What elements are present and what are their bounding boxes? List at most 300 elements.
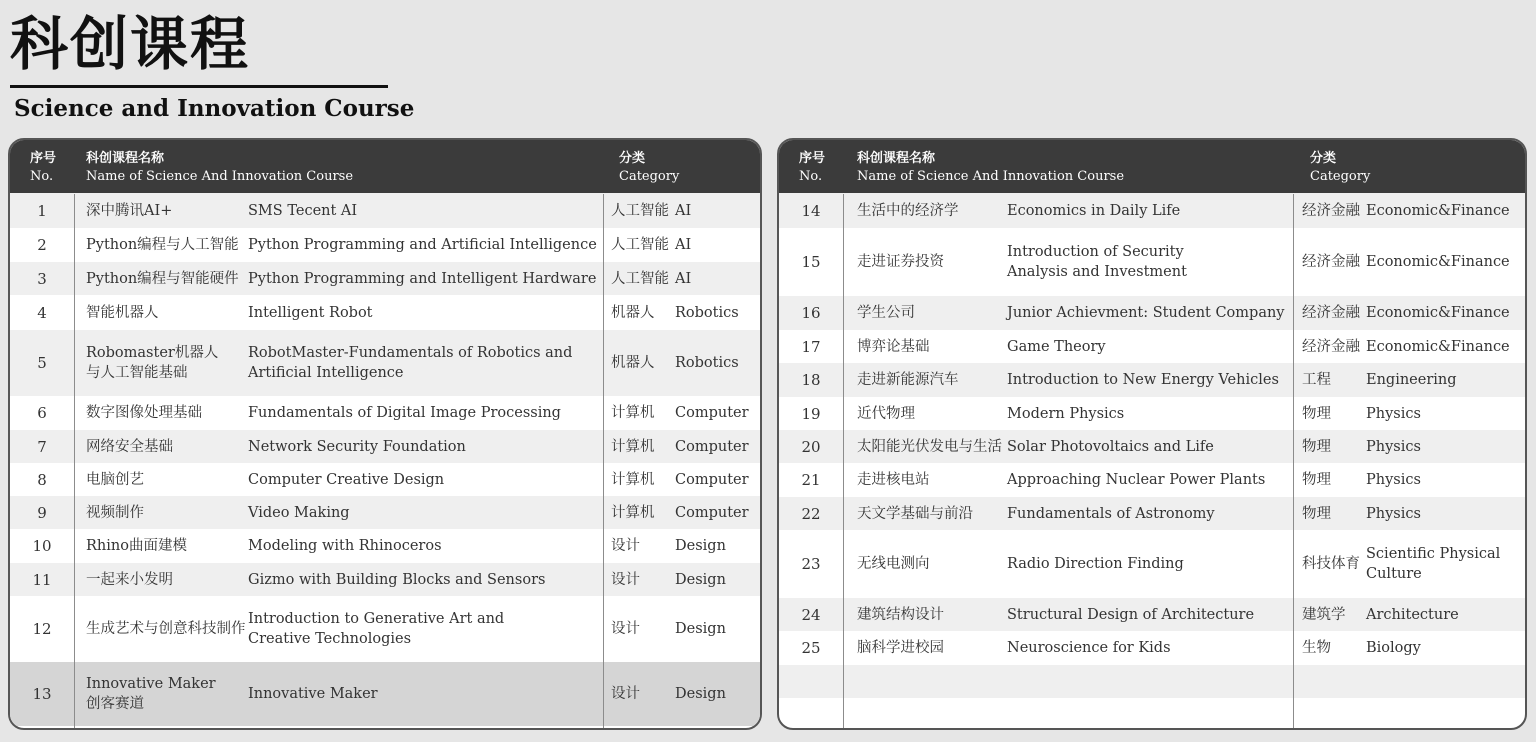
row-number <box>10 228 74 262</box>
course-name-en-text: Structural Design of Architecture <box>1007 606 1255 623</box>
course-name-cn-text: 走进新能源汽车 <box>857 372 959 388</box>
course-name-cn-text: 建筑结构设计 <box>857 606 944 623</box>
course-name-cn-text: Rhino曲面建模 <box>86 538 187 554</box>
header-course-name-cn: 科创课程名称 <box>857 151 936 166</box>
row-number <box>10 295 74 330</box>
category-en-text: Computer <box>675 438 749 455</box>
course-name-cn <box>86 330 246 396</box>
course-name-cn <box>857 598 1007 631</box>
row-number <box>10 430 74 463</box>
course-name-cn <box>86 596 246 662</box>
course-name-en-text: Radio Direction Finding <box>1007 556 1184 572</box>
table-row <box>10 496 760 529</box>
category-cn-text: 经济金融 <box>1302 202 1360 219</box>
course-table-left <box>8 138 762 730</box>
course-name-en-text: Solar Photovoltaics and Life <box>1007 438 1214 455</box>
table-header <box>10 140 760 194</box>
course-name-cn <box>86 496 246 529</box>
category-en <box>675 463 759 496</box>
category-cn <box>611 193 673 228</box>
header-category <box>619 150 679 186</box>
course-name-cn <box>857 397 1007 430</box>
row-number <box>10 463 74 496</box>
course-name-en <box>248 496 604 529</box>
category-cn <box>611 596 673 662</box>
row-number-text: 14 <box>801 201 821 220</box>
course-name-en-text: Introduction of Security Analysis and Investment <box>1007 244 1187 280</box>
category-cn <box>611 563 673 596</box>
row-number-text: 8 <box>37 470 47 489</box>
category-en-text: Computer <box>675 405 749 421</box>
row-number <box>779 397 843 430</box>
category-en <box>675 295 759 330</box>
course-name-cn <box>86 430 246 463</box>
category-cn <box>611 496 673 529</box>
course-name-cn <box>857 497 1007 530</box>
category-cn-text: 机器人 <box>611 355 655 371</box>
course-name-cn <box>86 396 246 430</box>
course-name-cn-text: 一起来小发明 <box>86 571 173 588</box>
row-number <box>10 193 74 228</box>
course-name-en-text: Modern Physics <box>1007 405 1125 422</box>
table-row <box>779 296 1525 330</box>
table-row <box>10 430 760 463</box>
row-number-text: 15 <box>801 253 821 271</box>
course-name-en-text: Gizmo with Building Blocks and Sensors <box>248 571 546 588</box>
header-category-cn: 分类 <box>619 151 646 166</box>
category-en <box>1366 430 1521 463</box>
category-en <box>1366 228 1521 296</box>
category-cn <box>1302 497 1366 530</box>
category-cn-text: 经济金融 <box>1302 254 1360 270</box>
course-name-cn-text: 生活中的经济学 <box>857 202 959 219</box>
table-row <box>779 497 1525 530</box>
row-number-text: 25 <box>801 639 821 657</box>
row-number-text: 22 <box>801 504 821 523</box>
category-en-text: Design <box>675 538 726 554</box>
category-en <box>1366 397 1521 430</box>
row-number-text: 4 <box>37 303 47 322</box>
course-name-cn-text: 视频制作 <box>86 504 144 521</box>
course-name-en <box>1007 497 1297 530</box>
course-name-cn <box>86 529 246 563</box>
category-en-text: Physics <box>1366 405 1421 422</box>
table-row <box>779 598 1525 631</box>
category-en <box>675 563 759 596</box>
category-cn <box>1302 430 1366 463</box>
header-no-en: No. <box>30 169 54 184</box>
category-en <box>1366 598 1521 631</box>
table-row <box>10 662 760 726</box>
row-number-text: 7 <box>37 437 47 456</box>
category-en <box>675 662 759 726</box>
row-number-text: 6 <box>37 404 47 422</box>
category-en-text: AI <box>675 202 692 219</box>
category-en <box>1366 330 1521 363</box>
row-number-text: 11 <box>32 570 52 589</box>
course-name-cn-text: 无线电测向 <box>857 556 930 572</box>
category-en <box>1366 497 1521 530</box>
course-name-en-text: Innovative Maker <box>248 686 378 702</box>
page-title-cn: 科创课程 <box>10 10 251 78</box>
course-name-cn-text: 数字图像处理基础 <box>86 405 202 421</box>
table-row <box>10 228 760 262</box>
course-name-cn-text: 走进证券投资 <box>857 254 944 270</box>
category-en-text: Robotics <box>675 304 739 321</box>
header-no <box>799 150 825 186</box>
page-title-en: Science and Innovation Course <box>14 95 415 122</box>
course-name-cn-text: 学生公司 <box>857 305 915 321</box>
header-category <box>1310 150 1370 186</box>
course-name-cn <box>86 463 246 496</box>
course-name-en <box>1007 631 1297 665</box>
course-name-en-text: Intelligent Robot <box>248 304 373 321</box>
title-divider <box>10 85 388 88</box>
row-number <box>779 430 843 463</box>
category-cn <box>1302 330 1366 363</box>
row-number <box>10 496 74 529</box>
category-cn-text: 计算机 <box>611 438 655 455</box>
category-cn <box>1302 228 1366 296</box>
course-name-en <box>248 330 604 396</box>
column-divider <box>843 194 844 728</box>
category-cn-text: 经济金融 <box>1302 305 1360 321</box>
row-number <box>779 363 843 397</box>
category-en-text: Computer <box>675 504 749 521</box>
row-number <box>10 396 74 430</box>
category-cn <box>611 330 673 396</box>
table-row <box>779 631 1525 665</box>
course-name-cn <box>86 295 246 330</box>
row-number <box>10 330 74 396</box>
category-cn-text: 人工智能 <box>611 237 669 253</box>
row-number <box>779 598 843 631</box>
header-no-cn: 序号 <box>799 151 826 166</box>
row-number <box>10 262 74 295</box>
course-name-en <box>248 662 604 726</box>
table-row <box>10 529 760 563</box>
course-name-en-text: Neuroscience for Kids <box>1007 640 1171 656</box>
row-number-text: 24 <box>801 605 821 624</box>
category-en-text: Design <box>675 621 726 637</box>
course-name-en-text: Python Programming and Intelligent Hardware <box>248 270 597 287</box>
header-category-en: Category <box>619 169 680 184</box>
course-name-en <box>1007 330 1297 363</box>
category-en-text: Economic&Finance <box>1366 338 1510 355</box>
table-row <box>779 193 1525 228</box>
category-cn <box>1302 397 1366 430</box>
course-name-en-text: Introduction to New Energy Vehicles <box>1007 372 1279 388</box>
course-name-en-text: Junior Achievment: Student Company <box>1007 305 1285 321</box>
category-en-text: Computer <box>675 471 749 488</box>
course-name-en <box>248 563 604 596</box>
column-divider <box>1293 194 1294 728</box>
table-row <box>779 363 1525 397</box>
category-en <box>675 228 759 262</box>
course-name-en-text: Economics in Daily Life <box>1007 202 1181 219</box>
course-name-en-text: Game Theory <box>1007 338 1106 355</box>
header-no-cn: 序号 <box>30 151 57 166</box>
course-name-en <box>1007 530 1297 598</box>
category-cn <box>611 430 673 463</box>
category-cn <box>1302 296 1366 330</box>
category-cn-text: 计算机 <box>611 504 655 521</box>
course-name-cn-text: 电脑创艺 <box>86 471 144 488</box>
course-name-cn-text: 太阳能光伏发电与生活 <box>857 438 1002 455</box>
category-cn <box>611 396 673 430</box>
category-cn-text: 物理 <box>1302 438 1331 455</box>
course-name-en-text: Python Programming and Artificial Intelligence <box>248 237 597 253</box>
row-number <box>10 563 74 596</box>
category-cn <box>611 463 673 496</box>
table-row <box>779 228 1525 296</box>
category-en <box>675 330 759 396</box>
course-name-cn <box>857 296 1007 330</box>
category-en-text: Biology <box>1366 640 1421 656</box>
table-row <box>779 530 1525 598</box>
table-row <box>779 397 1525 430</box>
course-name-cn-text: 博弈论基础 <box>857 338 930 355</box>
category-en-text: Design <box>675 571 726 588</box>
course-name-en <box>248 596 604 662</box>
course-table-right <box>777 138 1527 730</box>
course-name-cn <box>857 463 1007 497</box>
column-divider <box>603 194 604 728</box>
row-number-text: 20 <box>801 437 821 456</box>
category-cn-text: 物理 <box>1302 505 1331 522</box>
category-cn <box>1302 631 1366 665</box>
course-name-cn <box>857 193 1007 228</box>
row-number <box>779 193 843 228</box>
row-number-text: 12 <box>32 620 52 638</box>
category-en <box>675 496 759 529</box>
category-cn <box>611 295 673 330</box>
category-en-text: Physics <box>1366 472 1421 488</box>
header-course-name-cn: 科创课程名称 <box>86 151 165 166</box>
course-name-en-text: Introduction to Generative Art and Creative Technologies <box>248 611 505 647</box>
table-row <box>779 330 1525 363</box>
row-number <box>779 530 843 598</box>
course-name-cn-text: 生成艺术与创意科技制作 <box>86 621 246 637</box>
row-number <box>779 631 843 665</box>
row-number-text: 9 <box>37 503 47 522</box>
course-name-en <box>248 228 604 262</box>
category-en-text: Design <box>675 686 726 702</box>
course-name-en <box>248 295 604 330</box>
category-cn-text: 设计 <box>611 571 640 588</box>
course-name-cn <box>857 530 1007 598</box>
category-cn-text: 机器人 <box>611 304 655 321</box>
row-number <box>10 529 74 563</box>
category-en-text: Physics <box>1366 438 1421 455</box>
course-name-en <box>1007 363 1297 397</box>
course-name-en-text: Fundamentals of Digital Image Processing <box>248 405 561 421</box>
category-cn <box>1302 463 1366 497</box>
course-name-cn-text: Python编程与人工智能 <box>86 237 239 253</box>
course-name-en <box>248 193 604 228</box>
row-number <box>10 662 74 726</box>
row-number-text: 3 <box>37 269 47 288</box>
table-row <box>10 295 760 330</box>
category-en-text: Economic&Finance <box>1366 202 1510 219</box>
course-name-cn <box>86 262 246 295</box>
category-en-text: Economic&Finance <box>1366 305 1510 321</box>
row-number-text: 23 <box>801 555 821 573</box>
row-number-text: 18 <box>801 371 821 389</box>
header-course-name <box>86 150 353 186</box>
course-name-en <box>248 396 604 430</box>
category-cn-text: 人工智能 <box>611 270 669 287</box>
category-en-text: Physics <box>1366 505 1421 522</box>
row-number-text: 5 <box>37 354 47 372</box>
category-en <box>1366 463 1521 497</box>
category-en <box>675 430 759 463</box>
table-row <box>10 330 760 396</box>
category-en <box>675 262 759 295</box>
course-name-cn-text: Innovative Maker 创客赛道 <box>86 676 216 712</box>
category-cn-text: 生物 <box>1302 640 1331 656</box>
row-number <box>779 330 843 363</box>
category-cn-text: 工程 <box>1302 372 1331 388</box>
row-number <box>779 463 843 497</box>
category-en <box>1366 296 1521 330</box>
category-en-text: Engineering <box>1366 372 1457 388</box>
row-number <box>779 296 843 330</box>
category-cn-text: 建筑学 <box>1302 606 1346 623</box>
category-cn-text: 设计 <box>611 621 640 637</box>
course-name-en <box>1007 296 1297 330</box>
course-name-cn <box>86 662 246 726</box>
course-name-en-text: SMS Tecent AI <box>248 202 358 219</box>
category-cn <box>611 662 673 726</box>
table-row <box>779 463 1525 497</box>
course-name-cn-text: 近代物理 <box>857 405 915 422</box>
category-en <box>1366 193 1521 228</box>
course-name-cn <box>857 228 1007 296</box>
category-cn-text: 设计 <box>611 538 640 554</box>
table-row <box>10 463 760 496</box>
course-name-cn-text: 网络安全基础 <box>86 438 173 455</box>
course-name-en-text: Computer Creative Design <box>248 471 445 488</box>
course-name-en <box>1007 463 1297 497</box>
table-header <box>779 140 1525 194</box>
header-no <box>30 150 56 186</box>
course-name-en <box>248 463 604 496</box>
row-number-text: 16 <box>801 304 821 322</box>
course-name-cn-text: Robomaster机器人 与人工智能基础 <box>86 345 219 381</box>
table-row <box>10 262 760 295</box>
category-cn-text: 经济金融 <box>1302 338 1360 355</box>
course-name-cn-text: 深中腾讯AI+ <box>86 202 173 219</box>
course-name-en <box>248 430 604 463</box>
category-en-text: AI <box>675 270 692 287</box>
row-number-text: 17 <box>801 337 821 356</box>
course-name-cn-text: 天文学基础与前沿 <box>857 505 973 522</box>
course-name-cn <box>857 430 1007 463</box>
category-cn-text: 物理 <box>1302 405 1331 422</box>
course-name-en <box>1007 193 1297 228</box>
category-cn <box>611 529 673 563</box>
row-number-text: 2 <box>37 236 47 254</box>
course-name-en-text: Video Making <box>248 504 350 521</box>
category-en <box>675 396 759 430</box>
table-row <box>10 563 760 596</box>
course-name-cn <box>857 363 1007 397</box>
category-cn-text: 计算机 <box>611 405 655 421</box>
table-row <box>10 396 760 430</box>
course-name-en-text: Modeling with Rhinoceros <box>248 538 442 554</box>
category-en <box>1366 530 1521 598</box>
row-number <box>779 228 843 296</box>
header-category-en: Category <box>1310 169 1371 184</box>
category-en <box>675 596 759 662</box>
category-en-text: Robotics <box>675 355 739 371</box>
course-name-en-text: RobotMaster-Fundamentals of Robotics and Artificial Intelligence <box>248 345 573 381</box>
empty-row <box>779 665 1525 698</box>
course-name-cn-text: Python编程与智能硬件 <box>86 270 239 287</box>
category-cn-text: 物理 <box>1302 472 1331 488</box>
category-en <box>675 529 759 563</box>
course-name-en <box>1007 430 1297 463</box>
category-en <box>1366 631 1521 665</box>
course-name-en <box>1007 397 1297 430</box>
header-course-name-en: Name of Science And Innovation Course <box>86 169 354 184</box>
row-number-text: 1 <box>37 201 47 220</box>
category-en-text: Architecture <box>1366 606 1459 623</box>
category-cn-text: 计算机 <box>611 471 655 488</box>
course-name-cn <box>86 193 246 228</box>
category-en-text: AI <box>675 237 692 253</box>
header-course-name-en: Name of Science And Innovation Course <box>857 169 1125 184</box>
row-number-text: 19 <box>801 404 821 423</box>
category-en-text: Economic&Finance <box>1366 254 1510 270</box>
course-name-en <box>1007 598 1297 631</box>
course-name-cn <box>857 330 1007 363</box>
header-no-en: No. <box>799 169 823 184</box>
category-cn <box>611 262 673 295</box>
table-row <box>10 596 760 662</box>
table-row <box>779 430 1525 463</box>
category-cn <box>1302 530 1366 598</box>
category-cn-text: 人工智能 <box>611 202 669 219</box>
category-cn <box>1302 193 1366 228</box>
category-en-text: Scientific Physical Culture <box>1366 546 1501 582</box>
course-name-en <box>1007 228 1297 296</box>
row-number-text: 21 <box>801 471 821 489</box>
header-category-cn: 分类 <box>1310 151 1337 166</box>
course-name-cn <box>857 631 1007 665</box>
course-name-cn-text: 走进核电站 <box>857 472 930 488</box>
category-en <box>1366 363 1521 397</box>
course-name-cn <box>86 563 246 596</box>
course-name-en-text: Approaching Nuclear Power Plants <box>1007 472 1266 488</box>
table-row <box>10 193 760 228</box>
category-en <box>675 193 759 228</box>
header-course-name <box>857 150 1124 186</box>
course-name-en-text: Network Security Foundation <box>248 438 466 455</box>
course-name-cn <box>86 228 246 262</box>
row-number <box>779 497 843 530</box>
column-divider <box>74 194 75 728</box>
row-number-text: 13 <box>32 685 52 703</box>
course-name-cn-text: 智能机器人 <box>86 304 159 321</box>
category-cn <box>1302 363 1366 397</box>
row-number-text: 10 <box>32 537 52 555</box>
course-name-en-text: Fundamentals of Astronomy <box>1007 505 1215 522</box>
category-cn <box>1302 598 1366 631</box>
category-cn-text: 设计 <box>611 686 640 702</box>
course-name-cn-text: 脑科学进校园 <box>857 640 944 656</box>
